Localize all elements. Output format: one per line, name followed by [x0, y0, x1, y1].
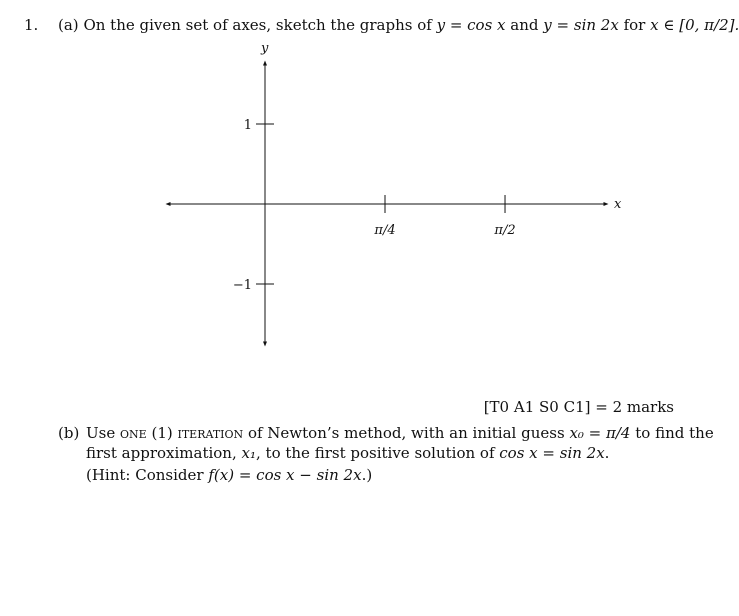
part-a-label: (a) — [58, 16, 79, 34]
hint-open: (Hint: Consider — [86, 466, 204, 484]
equation-sin2x: y = sin 2x — [543, 16, 619, 34]
domain-interval: x ∈ [0, π/2]. — [650, 16, 739, 34]
part-b-hint — [86, 466, 372, 484]
part-b-line2-a: first approximation, — [86, 444, 237, 462]
y-ticks — [233, 118, 274, 293]
equation-cos: y = cos x — [436, 16, 506, 34]
part-b-text-2: to find the — [635, 424, 714, 442]
part-b-iteration: iteration — [177, 424, 244, 442]
y-axis-label: y — [261, 41, 269, 56]
part-a-text: On the given set of axes, sketch the graphs of — [83, 16, 432, 34]
part-b-use: Use — [86, 424, 116, 442]
marks-allocation: [T0 A1 S0 C1] = 2 marks — [483, 398, 674, 416]
part-a-for: for — [623, 16, 646, 34]
part-b-line-1 — [86, 424, 714, 442]
y-tick-label: −1 — [232, 278, 252, 293]
part-b-text-1: of Newton’s method, with an initial guess — [247, 424, 565, 442]
part-a-and: and — [510, 16, 539, 34]
x-tick-label: π/2 — [494, 223, 516, 238]
part-b-line2-end: . — [604, 444, 610, 462]
first-approximation-symbol: x₁ — [241, 444, 256, 462]
part-b-line-2 — [86, 444, 609, 462]
part-b-one-num: (1) — [151, 424, 173, 442]
initial-guess: x₀ = π/4 — [569, 424, 631, 442]
part-b-one: one — [120, 424, 147, 442]
x-tick-label: π/4 — [374, 223, 396, 238]
part-b-line2-b: , to the first positive solution of — [256, 444, 495, 462]
x-ticks — [373, 195, 515, 238]
question-number: 1. — [24, 16, 39, 34]
x-axis-label: x — [614, 197, 622, 212]
solution-equation: cos x = sin 2x — [499, 444, 605, 462]
part-b-label: (b) — [58, 424, 80, 442]
hint-function: f(x) = cos x − sin 2x — [208, 466, 362, 484]
hint-close: .) — [361, 466, 373, 484]
y-tick-label: 1 — [243, 118, 252, 133]
